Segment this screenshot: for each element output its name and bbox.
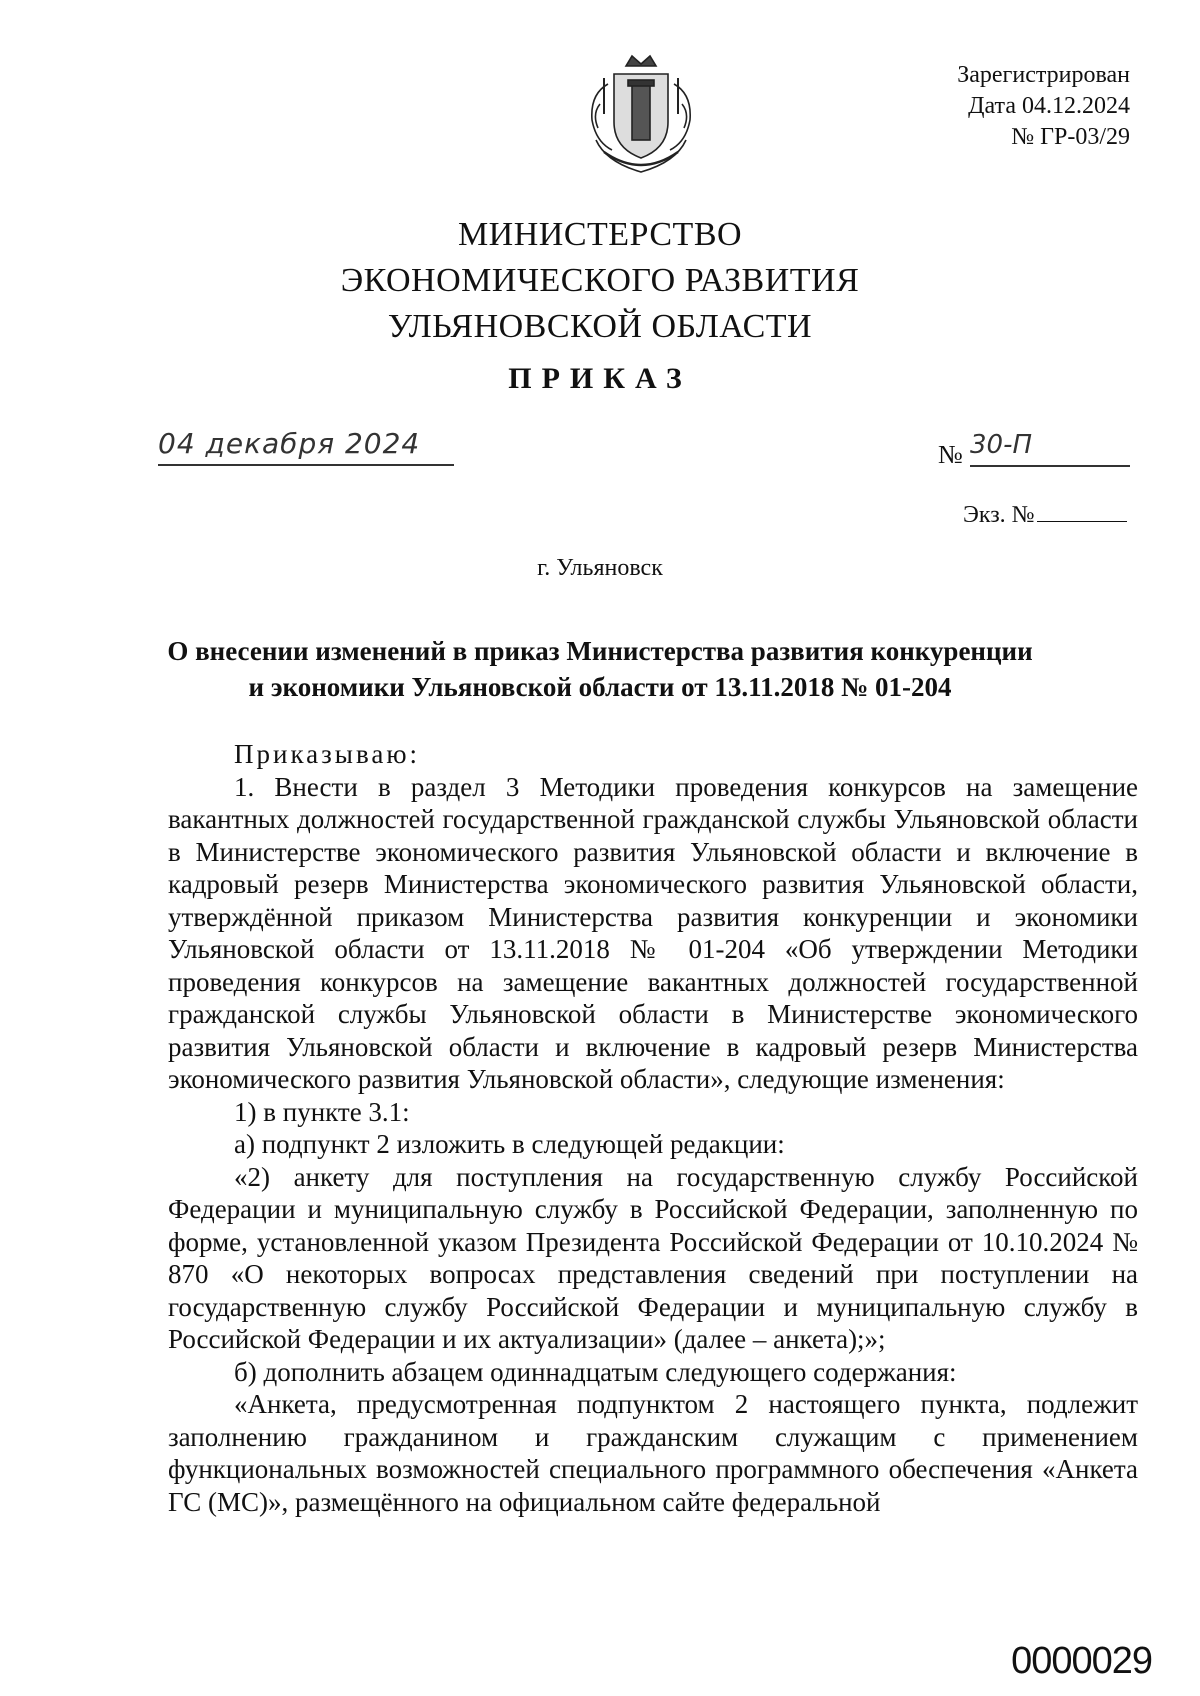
registration-stamp	[957, 60, 1130, 153]
page-number: 0000029	[1011, 1640, 1152, 1682]
body-paragraph: б) дополнить абзацем одиннадцатым следующего содержания:	[234, 1356, 957, 1387]
order-date-handwritten: 04 декабря 2024	[158, 424, 454, 466]
body-preamble: Приказываю:	[234, 739, 420, 769]
order-number-handwritten: 30-П	[970, 425, 1130, 467]
copy-number-blank	[1037, 521, 1127, 522]
registration-date: Дата 04.12.2024	[968, 93, 1130, 119]
copy-number-label: Экз. №	[963, 502, 1035, 528]
registration-number: № ГР-03/29	[1011, 124, 1130, 150]
document-type: ПРИКАЗ	[508, 362, 692, 395]
ministry-line-2: ЭКОНОМИЧЕСКОГО РАЗВИТИЯ	[340, 262, 860, 299]
body-paragraph: а) подпункт 2 изложить в следующей редакции:	[234, 1129, 785, 1159]
coat-of-arms-icon	[574, 44, 708, 178]
ministry-line-1: МИНИСТЕРСТВО	[457, 216, 743, 253]
registration-label: Зарегистрирован	[957, 62, 1130, 88]
body-paragraph: 1) в пункте 3.1:	[234, 1096, 410, 1127]
body-paragraph: 1. Внести в раздел 3 Методики проведения конкурсов на замещение вакантных должностей государственной гражданской службы Ульяновской области в Министерстве экономического развития Ульяновской области и включение в кадровый резерв Министерства экономического развития Ульяновской области, утверждённой приказом Министерства развития конкуренции и экономики Ульяновской области от 13.11.2018 № 01-204 «Об утверждении Методики проведения конкурсов на замещение вакантных должностей государственной гражданской службы Ульяновской области в Министерстве экономического развития Ульяновской области и включение в кадровый резерв Министерства экономического развития Ульяновской области», следующие изменения:	[168, 771, 1138, 1094]
ministry-title	[0, 212, 1200, 350]
subject-line-2: и экономики Ульяновской области от 13.11.2018 № 01-204	[248, 672, 952, 702]
body-paragraph: «2) анкету для поступления на государственную службу Российской Федерации и муниципальную службу в Российской Федерации, заполненную по форме, установленной указом Президента Российской Федерации от 10.10.2024 № 870 «О некоторых вопросах представления сведений при поступлении на государственную службу Российской Федерации и муниципальную службу в Российской Федерации и их актуализации» (далее – анкета);»;	[168, 1161, 1138, 1354]
ministry-line-3: УЛЬЯНОВСКОЙ ОБЛАСТИ	[387, 308, 813, 345]
order-number-label: №	[938, 440, 963, 469]
order-body	[168, 738, 1138, 1518]
body-paragraph: «Анкета, предусмотренная подпунктом 2 настоящего пункта, подлежит заполнению гражданином и гражданским служащим с применением функциональных возможностей специального программного обеспечения «Анкета ГС (МС)», размещённого на официальном сайте федеральной	[168, 1389, 1138, 1517]
subject-line-1: О внесении изменений в приказ Министерства развития конкуренции	[167, 636, 1033, 666]
city: г. Ульяновск	[537, 555, 663, 581]
order-subject	[0, 633, 1200, 705]
copy-number	[963, 502, 1127, 529]
